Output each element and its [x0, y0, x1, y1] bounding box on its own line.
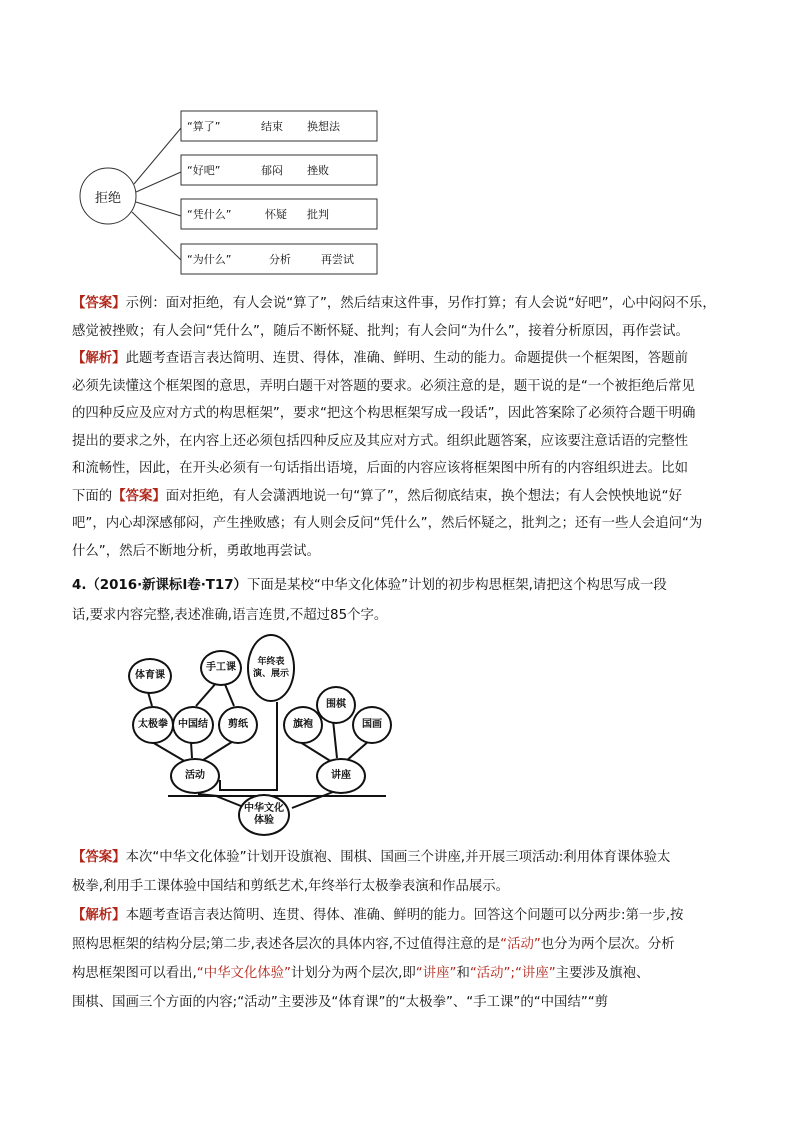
answer-analysis-block-2	[72, 843, 724, 1017]
highlight-term: “讲座”	[415, 966, 457, 981]
analysis-text: 本题考查语言表达简明、连贯、得体、准确、鲜明的能力。回答这个问题可以分两步:第一步,按	[125, 908, 684, 923]
analysis-text: 和流畅性，因此，在开头必须有一句话指出语境，后面的内容应该将框架图中所有的内容组织进去。比如	[72, 461, 688, 476]
tree-line	[224, 682, 234, 706]
answer-tag: 【答案】	[72, 296, 126, 311]
tree-line	[333, 720, 337, 758]
analysis-text: 下面的	[72, 488, 113, 504]
analysis-text: 的四种反应及应对方式的构思框架”，要求“把这个构思框架写成一段话”，因此答案除了必须符合题干明确	[72, 406, 696, 421]
answer-text: 感觉被挫败；有人会问“凭什么”，随后不断怀疑、批判；有人会问“为什么”，接着分析原因，再作尝试。	[72, 323, 689, 339]
question-source: （2016·新课标Ⅰ卷·T17）	[86, 578, 247, 593]
answer-text: 示例：面对拒绝，有人会说“算了”，然后结束这件事，另作打算；有人会说“好吧”，心中闷闷不乐，	[125, 296, 716, 311]
answer-text: 极拳,利用手工课体验中国结和剪纸艺术,年终举行太极拳表演和作品展示。	[72, 879, 510, 894]
reaction-phrase: “为什么”	[187, 253, 232, 266]
reaction-action: 挫败	[307, 164, 329, 177]
reaction-phrase: “凭什么”	[187, 208, 232, 221]
reaction-action: 再尝试	[321, 253, 354, 266]
question-text: 下面是某校“中华文化体验”计划的初步构思框架,请把这个构思写成一段	[246, 578, 667, 593]
question-number: 4.	[72, 578, 87, 593]
answer-analysis-block-1	[72, 290, 724, 565]
reaction-feeling: 结束	[261, 120, 283, 133]
text-line	[72, 901, 724, 930]
inline-answer-tag: 【答案】	[112, 488, 166, 504]
analysis-text: 构思框架图可以看出,	[72, 966, 197, 981]
analysis-text: 什么”，然后不断地分析，勇敢地再尝试。	[72, 543, 320, 559]
reaction-row	[181, 111, 377, 141]
text-line	[72, 290, 724, 318]
analysis-text: 提出的要求之外，在内容上还必须包括四种反应及其应对方式。组织此题答案，应该要注意话语的完整性	[72, 433, 688, 449]
text-line	[72, 345, 724, 373]
node-activity: 活动	[170, 758, 220, 794]
analysis-text: 也分为两个层次。分析	[540, 937, 675, 952]
reaction-action: 批判	[307, 208, 329, 221]
question-text: 话,要求内容完整,表述准确,语言连贯,不超过85个字。	[72, 608, 388, 623]
question-4	[72, 571, 724, 631]
reaction-feeling: 郁闷	[261, 164, 283, 177]
analysis-text: 吧”，内心却深感郁闷，产生挫败感；有人则会反问“凭什么”，然后怀疑之，批判之；还有一些人会追问“为	[72, 516, 703, 531]
highlight-term: “活动”	[500, 937, 541, 952]
reaction-action: 换想法	[307, 120, 340, 133]
branch-line	[132, 212, 181, 260]
analysis-tag: 【解析】	[72, 351, 126, 366]
analysis-tag: 【解析】	[72, 908, 126, 923]
node-go-game: 围棋	[316, 686, 356, 724]
node-taiji: 太极拳	[132, 706, 174, 744]
culture-plan-diagram	[120, 630, 420, 842]
node-lecture: 讲座	[316, 758, 366, 794]
node-qipao: 旗袍	[283, 706, 323, 744]
analysis-text: 围棋、国画三个方面的内容;“活动”主要涉及“体育课”的“太极拳”、“手工课”的“中国结”“剪	[72, 995, 609, 1010]
rejection-diagram	[72, 102, 392, 286]
node-paper-cut: 剪纸	[218, 706, 258, 744]
rejection-center-label: 拒绝	[94, 190, 121, 206]
tree-line	[148, 692, 152, 706]
reaction-feeling: 怀疑	[265, 208, 287, 221]
text-line	[72, 571, 724, 601]
reaction-feeling: 分析	[269, 253, 291, 266]
tree-line	[152, 742, 186, 762]
branch-line	[136, 172, 181, 192]
reaction-row	[181, 244, 377, 274]
analysis-text: 此题考查语言表达简明、连贯、得体，准确、鲜明、生动的能力。命题提供一个框架图，答题前	[125, 351, 688, 366]
analysis-text: 照构思框架的结构分层;第二步,表述各层次的具体内容,不过值得注意的是	[72, 937, 501, 952]
analysis-text: 主要涉及旗袍、	[555, 966, 650, 981]
analysis-text: 计划分为两个层次,即	[291, 966, 416, 981]
node-chinese-painting: 国画	[352, 706, 392, 744]
highlight-term: “活动”;“讲座”	[469, 966, 556, 981]
reaction-phrase: “好吧”	[187, 164, 221, 177]
node-chinese-knot: 中国结	[172, 706, 214, 744]
tree-line	[196, 682, 217, 706]
reaction-row	[181, 155, 377, 185]
answer-tag: 【答案】	[72, 850, 126, 865]
answer-text: 本次“中华文化体验”计划开设旗袍、围棋、国画三个讲座,并开展三项活动:利用体育课体验太	[125, 850, 671, 865]
reaction-phrase: “算了”	[187, 120, 221, 133]
text-line	[72, 930, 724, 959]
tree-line	[191, 742, 192, 758]
analysis-text: 必须先读懂这个框架图的意思，弄明白题干对答题的要求。必须注意的是，题干说的是“一个被拒绝后常见	[72, 378, 695, 394]
tree-line	[300, 742, 332, 762]
text-line	[72, 959, 724, 988]
node-pe-class: 体育课	[128, 658, 172, 694]
node-root-culture-experience: 中华文化体验	[238, 794, 290, 836]
branch-line	[136, 202, 181, 216]
analysis-text: 和	[456, 966, 470, 981]
highlight-term: “中华文化体验”	[196, 966, 291, 981]
reaction-row	[181, 199, 377, 229]
text-line	[72, 843, 724, 872]
text-line	[72, 483, 724, 511]
node-handcraft-class: 手工课	[200, 650, 242, 686]
node-year-end-show: 年终表演、展示	[247, 634, 295, 702]
analysis-text: 面对拒绝，有人会潇洒地说一句“算了”，然后彻底结束，换个想法；有人会怏怏地说“好	[165, 488, 682, 504]
